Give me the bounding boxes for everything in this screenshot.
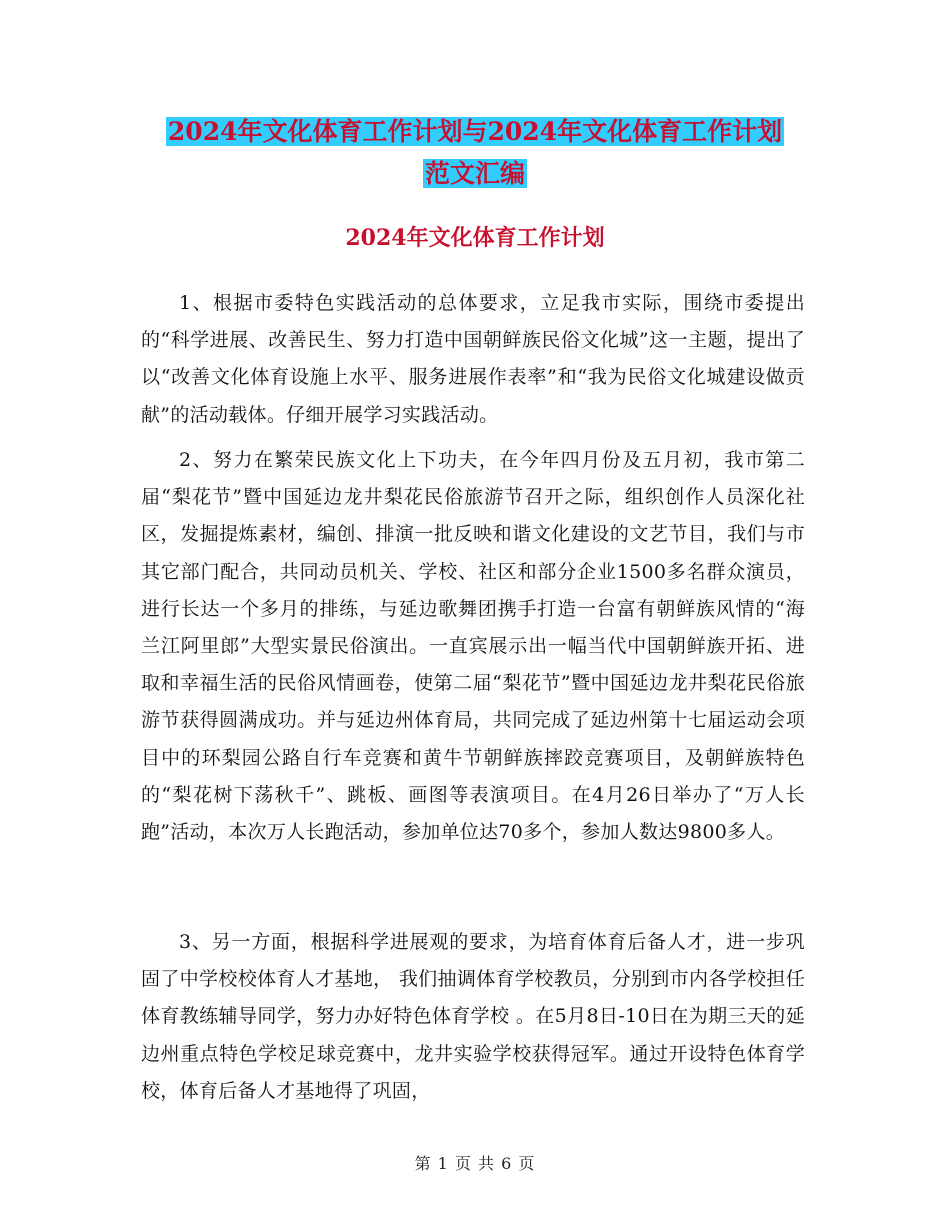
- title-highlight-2: 范文汇编: [424, 159, 525, 188]
- document-title-line-1: [0, 110, 950, 154]
- paragraph-1: 1、根据市委特色实践活动的总体要求，立足我市实际，围绕市委提出的“科学进展、改善民生、努力打造中国朝鲜族民俗文化城”这一主题，提出了以“改善文化体育设施上水平、服务进展作表率”和“我为民俗文化城建设做贡献”的活动载体。仔细开展学习实践活动。: [141, 292, 805, 426]
- paragraph-3: 3、另一方面，根据科学进展观的要求，为培育体育后备人才，进一步巩固了中学校校体育人才基地， 我们抽调体育学校教员，分别到市内各学校担任体育教练辅导同学，努力办好特色体育学校 。在5月8日-10日在为期三天的延边州重点特色学校足球竞赛中，龙井实验学校获得冠军。通过开设特色体育学校，体育后备人才基地得了巩固，: [141, 931, 805, 1102]
- page-footer: 第 1 页 共 6 页: [414, 1154, 536, 1173]
- paragraph-3-block: [141, 924, 805, 1110]
- title-highlight-1: 2024年文化体育工作计划与2024年文化体育工作计划: [167, 117, 783, 146]
- paragraph-1-block: [141, 285, 805, 434]
- paragraph-2: 2、努力在繁荣民族文化上下功夫，在今年四月份及五月初，我市第二届“梨花节”暨中国延边龙井梨花民俗旅游节召开之际，组织创作人员深化社区，发掘提炼素材，编创、排演一批反映和谐文化建设的文艺节目，我们与市其它部门配合，共同动员机关、学校、社区和部分企业1500多名群众演员，进行长达一个多月的排练，与延边歌舞团携手打造一台富有朝鲜族风情的“海兰江阿里郎”大型实景民俗演出。一直宾展示出一幅当代中国朝鲜族开拓、进取和幸福生活的民俗风情画卷，使第二届“梨花节”暨中国延边龙井梨花民俗旅游节获得圆满成功。并与延边州体育局，共同完成了延边州第十七届运动会项目中的环梨园公路自行车竞赛和黄牛节朝鲜族摔跤竞赛项目，及朝鲜族特色的“梨花树下荡秋千”、跳板、画图等表演项目。在4月26日举办了“万人长跑”活动，本次万人长跑活动，参加单位达70多个，参加人数达9800多人。: [141, 449, 805, 844]
- document-title-line-2: [0, 152, 950, 196]
- paragraph-2-block: [141, 442, 805, 851]
- section-heading: 2024年文化体育工作计划: [345, 225, 605, 251]
